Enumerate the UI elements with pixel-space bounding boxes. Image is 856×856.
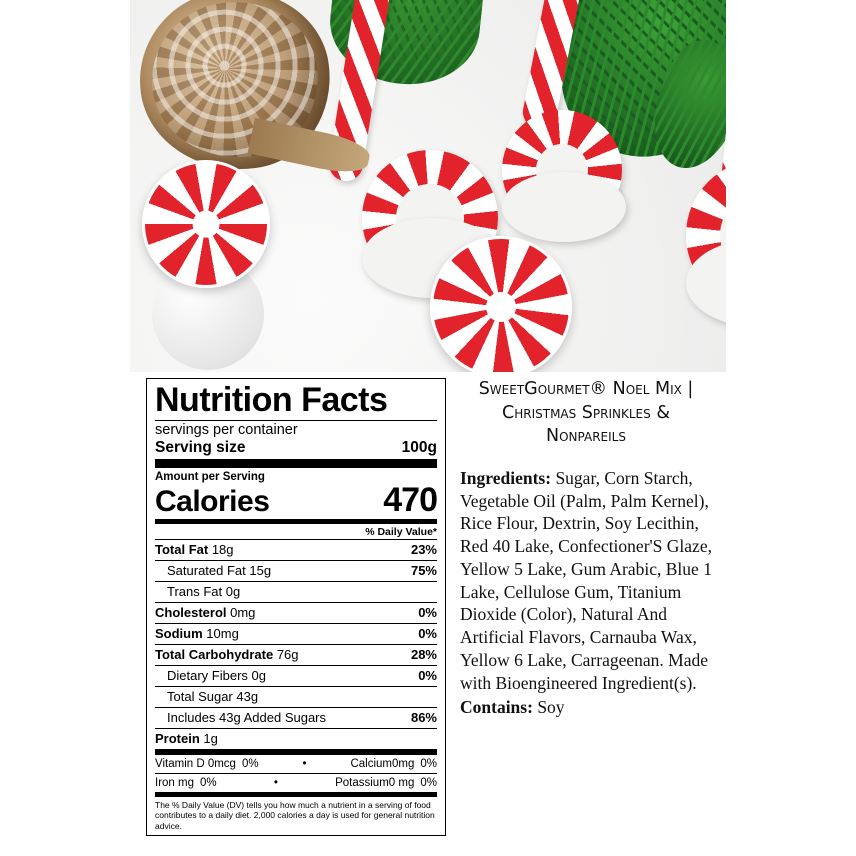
contains-label: Contains:	[460, 697, 533, 718]
product-title: SweetGourmet® Noel Mix | Christmas Sprinkles & Nonpareils	[478, 379, 694, 447]
micronutrient-dv: 0%	[420, 757, 437, 770]
peppermint-swirl-icon	[430, 236, 572, 372]
nutrient-row	[155, 602, 437, 623]
serving-size-value: 100g	[401, 438, 437, 456]
micronutrient-dv: 0%	[200, 776, 217, 789]
nutrient-row	[155, 644, 437, 665]
nutrient-label: Saturated Fat 15g	[167, 563, 272, 579]
micronutrient-left	[155, 777, 217, 789]
nutrient-row	[155, 665, 437, 686]
amount-per-serving-label: Amount per Serving	[155, 470, 265, 483]
nutrition-facts-panel	[146, 378, 446, 836]
nutrient-label: Total Sugar 43g	[167, 689, 259, 705]
micronutrient-row	[155, 754, 437, 773]
contains-block	[460, 696, 712, 719]
peppermint-swirl-icon	[142, 160, 270, 288]
nutrient-daily-value: 28%	[410, 647, 437, 663]
servings-per-container: servings per container	[155, 421, 298, 438]
nutrient-daily-value: 0%	[418, 605, 437, 621]
nutrient-daily-value: 86%	[410, 710, 437, 726]
daily-value-header: % Daily Value*	[365, 525, 437, 538]
nutrient-row	[155, 581, 437, 602]
serving-size-label: Serving size	[155, 438, 246, 456]
micronutrient-right	[335, 777, 437, 789]
contains-text: Soy	[537, 697, 565, 718]
nutrient-daily-value: 75%	[410, 563, 437, 579]
separator-dot-icon: •	[273, 776, 278, 789]
nutrient-label: Protein 1g	[155, 731, 218, 747]
micronutrient-label: Iron mg	[155, 776, 194, 789]
serving-size-row	[155, 439, 437, 459]
nutrient-label: Sodium 10mg	[155, 626, 239, 642]
nutrient-label: Total Carbohydrate 76g	[155, 647, 299, 663]
nutrient-label: Total Fat 18g	[155, 542, 234, 558]
micronutrient-rows	[155, 754, 437, 792]
micronutrient-label: Potassium0 mg	[335, 776, 415, 789]
nutrient-label: Dietary Fibers 0g	[167, 668, 266, 684]
daily-value-footnote: The % Daily Value (DV) tells you how much a nutrient in a serving of food contributes to a daily diet. 2,000 calories a day is used for general nutrition advice.	[155, 792, 437, 831]
nutrient-label: Cholesterol 0mg	[155, 605, 256, 621]
nutrient-rows	[155, 539, 437, 749]
micronutrient-dv: 0%	[420, 776, 437, 789]
nutrient-row	[155, 707, 437, 728]
micronutrient-dv: 0%	[241, 757, 259, 770]
micronutrient-right	[350, 758, 437, 770]
product-info	[460, 378, 712, 719]
nutrient-label: Trans Fat 0g	[167, 584, 241, 600]
nutrient-daily-value: 23%	[410, 542, 437, 558]
product-hero-image	[130, 0, 726, 372]
micronutrient-row	[155, 773, 437, 792]
calories-label: Calories	[155, 484, 270, 518]
nutrient-daily-value: 0%	[418, 668, 437, 684]
ingredients-label: Ingredients:	[460, 467, 552, 488]
nutrient-row	[155, 560, 437, 581]
calories-value: 470	[383, 480, 437, 519]
nutrition-facts-title: Nutrition Facts	[155, 381, 388, 419]
nutrient-row	[155, 686, 437, 707]
nutrient-row	[155, 728, 437, 749]
nutrient-row	[155, 539, 437, 560]
ingredients-text: Sugar, Corn Starch, Vegetable Oil (Palm, Palm Kernel), Rice Flour, Dextrin, Soy Lecithin, Red 40 Lake, Confectioner'S Glaze, Yellow 5 Lake, Gum Arabic, Blue 1 Lake, Cellulose Gum, Titanium Dioxide (Color), Natural And Artificial Flavors, Carnauba Wax, Yellow 6 Lake, Carrageenan. Made with Bioengineered Ingredient(s).	[460, 467, 712, 693]
hook-mask	[502, 172, 626, 242]
micronutrient-label: Vitamin D 0mcg	[155, 757, 236, 770]
separator-dot-icon: •	[302, 757, 307, 770]
calories-row	[155, 480, 437, 519]
divider-thick	[155, 459, 437, 468]
nutrient-daily-value: 0%	[418, 626, 437, 642]
nutrient-label: Includes 43g Added Sugars	[167, 710, 327, 726]
ingredients-block	[460, 467, 712, 719]
micronutrient-left	[155, 758, 259, 770]
micronutrient-label: Calcium0mg	[350, 757, 415, 770]
nutrient-row	[155, 623, 437, 644]
